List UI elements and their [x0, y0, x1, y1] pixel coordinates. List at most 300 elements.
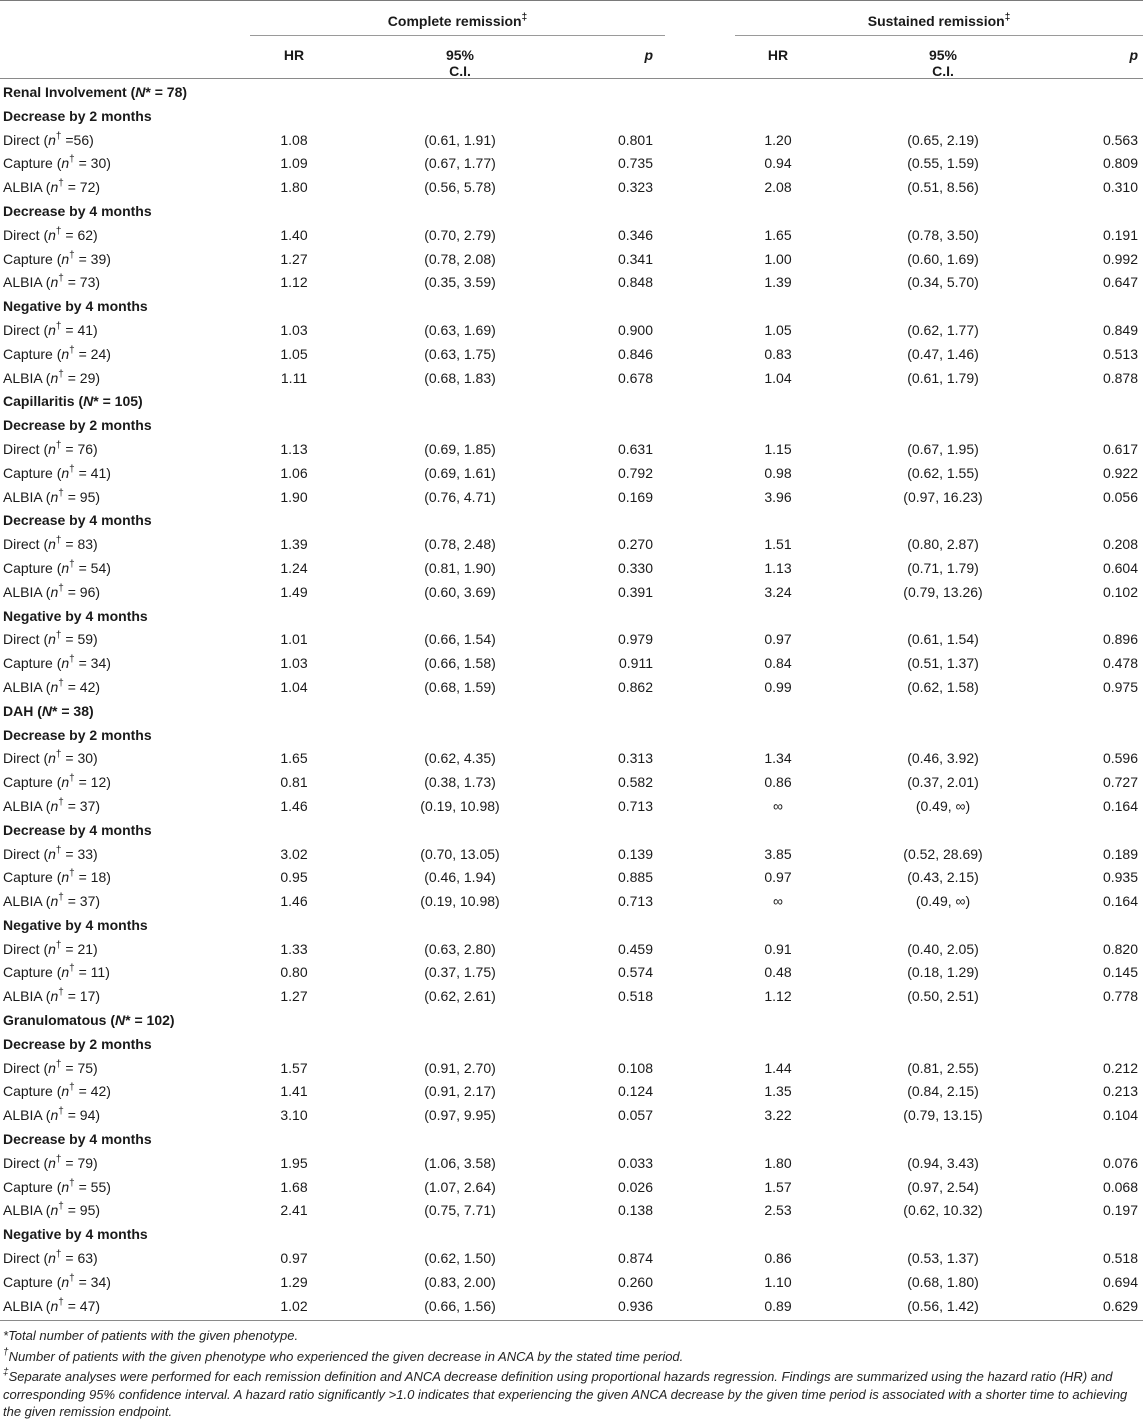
assay-label: Direct ( [3, 940, 49, 957]
assay-label: Direct ( [3, 536, 49, 553]
hr-value-sustained-text: 1.20 [764, 131, 792, 148]
hr-value-complete-text: 1.03 [280, 655, 308, 672]
n-count: = 24) [74, 345, 111, 362]
table-row [0, 486, 1143, 510]
row-label [3, 1060, 98, 1076]
n-symbol: n [48, 940, 56, 957]
n-mark: † [69, 1082, 75, 1094]
n-count: = 55) [74, 1178, 111, 1195]
hr-value-complete-text: 1.08 [280, 131, 308, 148]
n-symbol: n [50, 1107, 59, 1124]
p-value-sustained: 0.518 [1102, 1250, 1138, 1267]
table-row [0, 866, 1143, 890]
ci-value-complete-text: (0.35, 3.59) [424, 274, 496, 291]
table-row [0, 985, 1143, 1009]
p-value-sustained: 0.849 [1102, 321, 1138, 338]
subgroup-row [0, 605, 1143, 629]
n-symbol: n [61, 1273, 70, 1290]
ci-value-complete-text: (0.81, 1.90) [424, 559, 496, 576]
hr-value-sustained-text: 1.39 [764, 274, 792, 291]
table-row [0, 176, 1143, 200]
n-count: = 63) [61, 1250, 98, 1267]
assay-label: ALBIA ( [3, 893, 51, 910]
ci-value-sustained-text: (0.67, 1.95) [907, 440, 979, 457]
row-label [3, 846, 98, 862]
hr-value-sustained-text: 2.53 [764, 1202, 792, 1219]
p-value-complete: 0.341 [617, 250, 653, 267]
table-body [0, 79, 1143, 1318]
n-mark: † [69, 249, 75, 261]
table-row [0, 1057, 1143, 1081]
n-symbol: n [61, 464, 70, 481]
subgroup-label: Decrease by 2 months [3, 107, 152, 124]
n-symbol: n [50, 678, 59, 695]
table-row [0, 938, 1143, 962]
table-row [0, 533, 1143, 557]
assay-label: Capture ( [3, 655, 62, 672]
p-value-sustained: 0.563 [1102, 131, 1138, 148]
section-label [3, 84, 187, 100]
hr-value-sustained-text: 1.34 [764, 750, 792, 767]
n-mark: † [55, 225, 62, 237]
n-count: = 39) [74, 250, 111, 267]
ci-value-complete-text: (0.91, 2.17) [424, 1083, 496, 1100]
p-value-complete: 0.346 [617, 226, 653, 243]
hr-value-sustained-text: 0.84 [764, 655, 792, 672]
ci-value-sustained-text: (0.60, 1.69) [907, 250, 979, 267]
N-symbol: N [115, 1012, 126, 1029]
row-label [3, 679, 100, 695]
N-mark: * [145, 84, 151, 100]
n-count: =56) [61, 131, 94, 148]
table-row [0, 129, 1143, 153]
subgroup-row [0, 105, 1143, 129]
section-row [0, 1009, 1143, 1033]
N-symbol: N [41, 702, 53, 719]
n-mark: † [55, 844, 62, 856]
n-symbol: n [50, 893, 59, 910]
section-count: = 38) [57, 702, 94, 719]
n-symbol: n [61, 964, 70, 981]
ci-value-sustained-text: (0.34, 5.70) [907, 274, 979, 291]
p-value-sustained: 0.213 [1102, 1083, 1138, 1100]
row-label [3, 655, 111, 671]
p-value-sustained: 0.189 [1102, 845, 1138, 862]
ci-value-sustained-text: (0.52, 28.69) [903, 845, 983, 862]
row-label [3, 155, 111, 171]
ci-value-sustained-text: (0.78, 3.50) [907, 226, 979, 243]
n-count: = 21) [61, 940, 98, 957]
section-title: Renal Involvement ( [3, 84, 136, 100]
row-label [3, 132, 94, 148]
complete-remission-group [250, 1, 665, 36]
p-value-complete: 0.801 [617, 131, 653, 148]
ci-value-sustained-text: (0.94, 3.43) [907, 1154, 979, 1171]
p-value-complete: 0.911 [619, 655, 653, 672]
n-mark: † [69, 773, 75, 785]
hr-value-sustained-text: 0.86 [764, 1250, 792, 1267]
section-row [0, 390, 1143, 414]
group-header-row [0, 1, 1143, 36]
n-mark: † [69, 1177, 75, 1189]
table-row [0, 1104, 1143, 1128]
row-label [3, 1274, 111, 1290]
assay-label: ALBIA ( [3, 797, 51, 814]
assay-label: Direct ( [3, 631, 49, 648]
n-count: = 75) [61, 1059, 98, 1076]
ci-value-complete-text: (0.70, 13.05) [420, 845, 500, 862]
hr-value-sustained-text: 0.98 [764, 464, 792, 481]
table-row [0, 843, 1143, 867]
p-value-complete: 0.713 [617, 893, 653, 910]
p-value-complete: 0.108 [617, 1059, 653, 1076]
ci-value-complete-text: (0.19, 10.98) [420, 797, 500, 814]
table-row [0, 224, 1143, 248]
row-label [3, 893, 100, 909]
hr-value-sustained-text: 1.51 [764, 536, 792, 553]
n-symbol: n [48, 1154, 56, 1171]
ci-value-complete-text: (0.63, 1.75) [424, 345, 496, 362]
p-value-sustained: 0.513 [1102, 345, 1138, 362]
hr-value-complete-text: 1.80 [280, 179, 308, 196]
N-mark: * [52, 702, 58, 719]
table-row [0, 1295, 1143, 1319]
p-value-sustained: 0.727 [1102, 774, 1138, 791]
p-value-sustained: 0.596 [1102, 750, 1138, 767]
ci-value-sustained-text: (0.49, ∞) [915, 893, 971, 910]
p-value-sustained: 0.647 [1102, 274, 1138, 291]
assay-label: Capture ( [3, 155, 62, 172]
section-row [0, 81, 1143, 105]
subgroup-label: Decrease by 4 months [3, 821, 152, 838]
n-mark: † [58, 1201, 64, 1213]
ci-value-complete-text: (0.78, 2.48) [424, 536, 496, 553]
hr-value-complete-text: 1.04 [280, 678, 308, 695]
subgroup-label: Decrease by 4 months [3, 1131, 152, 1148]
ci-value-complete-text: (0.68, 1.59) [424, 678, 496, 695]
hr-value-sustained-text: 3.85 [764, 845, 792, 862]
n-count: = 95) [63, 1202, 101, 1219]
N-mark: * [93, 393, 99, 410]
p-value-sustained: 0.604 [1102, 559, 1138, 576]
hr-value-sustained-text: 1.57 [764, 1178, 792, 1195]
hr-value-sustained-text: 3.24 [764, 583, 792, 600]
p-value-sustained: 0.878 [1102, 369, 1138, 386]
section-label [3, 393, 143, 409]
hr-value-sustained-text: 3.96 [764, 488, 792, 505]
hr-value-complete-text: 1.41 [280, 1083, 308, 1100]
p-value-complete: 0.574 [617, 964, 653, 981]
n-mark: † [58, 273, 64, 285]
ci-value-complete-text: (0.62, 2.61) [424, 988, 496, 1005]
hr-value-complete-text: 1.27 [280, 988, 308, 1005]
row-label [3, 774, 111, 790]
hr-value-sustained-text: 1.35 [764, 1083, 792, 1100]
n-count: = 83) [61, 536, 98, 553]
hr-value-complete-text: 3.10 [280, 1107, 308, 1124]
n-count: = 73) [63, 274, 101, 291]
table-row [0, 319, 1143, 343]
n-symbol: n [61, 345, 70, 362]
hr-value-complete-text: 1.13 [280, 440, 308, 457]
p-value-complete: 0.139 [617, 845, 653, 862]
ci-value-complete-text: (0.61, 1.91) [424, 131, 496, 148]
n-count: = 12) [74, 774, 111, 791]
hr-value-complete-text: 1.27 [280, 250, 308, 267]
hr-value-complete-text: 1.46 [280, 893, 308, 910]
ci-value-complete-text: (0.69, 1.85) [424, 440, 496, 457]
ci-value-sustained-text: (0.81, 2.55) [907, 1059, 979, 1076]
p-value-complete: 0.582 [617, 774, 653, 791]
assay-label: ALBIA ( [3, 988, 51, 1005]
hr-value-complete-text: 1.46 [280, 797, 308, 814]
p-value-sustained: 0.778 [1102, 988, 1138, 1005]
assay-label: Direct ( [3, 321, 49, 338]
n-count: = 34) [74, 655, 111, 672]
ci-value-sustained-text: (0.40, 2.05) [907, 940, 979, 957]
ci-value-complete-text: (0.75, 7.71) [424, 1202, 496, 1219]
hr-value-sustained-text: 0.97 [764, 631, 792, 648]
complete-remission-heading: Complete remission‡ [387, 12, 528, 29]
n-mark: † [55, 320, 62, 332]
p-value-complete: 0.885 [617, 869, 653, 886]
table-row [0, 1176, 1143, 1200]
subgroup-label: Negative by 4 months [3, 916, 148, 933]
row-label [3, 869, 111, 885]
ci-value-complete-text: (1.06, 3.58) [424, 1154, 496, 1171]
n-mark: † [58, 892, 64, 904]
p-value-complete: 0.169 [617, 488, 653, 505]
p-value-complete: 0.330 [617, 559, 653, 576]
n-mark: † [55, 130, 62, 142]
ci-value-sustained-text: (0.18, 1.29) [907, 964, 979, 981]
n-mark: † [69, 1272, 75, 1284]
p-value-complete: 0.846 [617, 345, 653, 362]
ci-value-complete-text: (0.66, 1.58) [424, 655, 496, 672]
row-label [3, 750, 98, 766]
ci-value-complete-text: (0.76, 4.71) [424, 488, 496, 505]
subgroup-row [0, 819, 1143, 843]
ci-value-sustained-text: (0.71, 1.79) [907, 559, 979, 576]
row-label [3, 1155, 98, 1171]
N-mark: * [125, 1012, 131, 1029]
assay-label: ALBIA ( [3, 179, 51, 196]
p-value-complete: 0.792 [617, 464, 653, 481]
ci-value-sustained-text: (0.43, 2.15) [907, 869, 979, 886]
assay-label: Direct ( [3, 750, 49, 767]
hr-value-complete-text: 1.68 [280, 1178, 308, 1195]
p-value-complete: 0.848 [617, 274, 653, 291]
n-count: = 34) [74, 1273, 111, 1290]
hr-value-sustained-text: 1.05 [764, 321, 792, 338]
p-value-complete: 0.270 [617, 536, 653, 553]
p-value-sustained: 0.076 [1102, 1154, 1138, 1171]
subgroup-label: Decrease by 4 months [3, 512, 152, 529]
p-value-complete: 0.260 [617, 1273, 653, 1290]
row-label [3, 441, 98, 457]
p-value-sustained: 0.629 [1102, 1297, 1138, 1314]
hr-value-complete-text: 0.95 [280, 869, 308, 886]
n-count: = 76) [61, 440, 98, 457]
hr-value-complete-text: 1.02 [280, 1297, 308, 1314]
p-value-sustained: 0.820 [1102, 940, 1138, 957]
table-row [0, 1080, 1143, 1104]
hr-value-sustained-text: 3.22 [764, 1107, 792, 1124]
assay-label: Capture ( [3, 250, 62, 267]
hr-value-complete-text: 1.49 [280, 583, 308, 600]
n-count: = 42) [74, 1083, 111, 1100]
ci-value-sustained-text: (0.53, 1.37) [907, 1250, 979, 1267]
hr-value-complete-text: 1.11 [280, 369, 308, 386]
p-value-complete: 0.862 [617, 678, 653, 695]
N-symbol: N [83, 393, 94, 410]
assay-label: Capture ( [3, 869, 62, 886]
n-count: = 72) [63, 179, 101, 196]
hr-value-sustained-text: ∞ [773, 797, 783, 814]
n-mark: † [69, 558, 75, 570]
n-mark: † [58, 1106, 64, 1118]
hr-value-sustained-text: 0.89 [764, 1297, 792, 1314]
p-value-complete: 0.138 [617, 1202, 653, 1219]
ci-value-sustained-text: (0.61, 1.54) [907, 631, 979, 648]
hr-value-sustained-text: 0.91 [764, 940, 792, 957]
table-row [0, 1152, 1143, 1176]
assay-label: Capture ( [3, 1178, 62, 1195]
n-mark: † [55, 630, 62, 642]
ci-value-sustained-text: (0.68, 1.80) [907, 1273, 979, 1290]
ci-value-complete-text: (0.62, 4.35) [424, 750, 496, 767]
p-value-sustained: 0.809 [1102, 155, 1138, 172]
p-value-complete: 0.026 [617, 1178, 653, 1195]
table-row [0, 628, 1143, 652]
n-count: = 17) [63, 988, 101, 1005]
p-value-sustained: 0.310 [1102, 179, 1138, 196]
hr-value-sustained-text: 2.08 [764, 179, 792, 196]
table-row [0, 248, 1143, 272]
row-label [3, 465, 111, 481]
footnote: †Number of patients with the given phenotype who experienced the given decrease in ANCA by the stated time period. [3, 1346, 684, 1364]
n-symbol: n [50, 583, 59, 600]
footnotes [0, 1321, 1143, 1421]
footnote: ‡Separate analyses were performed for each remission definition and ANCA decrease definition using proportional hazards regression. Findings are summarized using the hazard ratio (HR) and corresponding 95% confidence interval. A hazard ratio significantly >1.0 indicates that experiencing the given ANCA decrease by the given time period is associated with a shorter time to achieving the given remission endpoint. [3, 1367, 1128, 1420]
hr-value-complete-text: 1.95 [280, 1154, 308, 1171]
p-value-complete: 0.033 [617, 1154, 653, 1171]
row-label [3, 964, 110, 980]
ci-value-complete-text: (0.78, 2.08) [424, 250, 496, 267]
p-value-complete: 0.936 [617, 1297, 653, 1314]
assay-label: Direct ( [3, 845, 49, 862]
p-value-complete: 0.313 [617, 750, 653, 767]
section-count: = 105) [98, 393, 143, 410]
n-symbol: n [48, 131, 56, 148]
p-value-complete: 0.979 [617, 631, 653, 648]
hr-value-complete-text: 1.29 [280, 1273, 308, 1290]
ci-value-sustained-text: (0.55, 1.59) [907, 155, 979, 172]
p-value-complete: 0.518 [617, 988, 653, 1005]
hr-value-complete-text: 1.09 [280, 155, 308, 172]
p-value-complete: 0.459 [617, 940, 653, 957]
hr-value-sustained-text: 0.97 [764, 869, 792, 886]
ci-value-complete-text: (0.63, 2.80) [424, 940, 496, 957]
table-row [0, 367, 1143, 391]
N-symbol: N [135, 84, 146, 100]
n-symbol: n [50, 1202, 59, 1219]
p-value-sustained: 0.212 [1102, 1059, 1138, 1076]
ci-value-sustained-text: (0.56, 1.42) [907, 1297, 979, 1314]
p-value-sustained: 0.975 [1102, 678, 1138, 695]
ci-value-complete-text: (0.97, 9.95) [424, 1107, 496, 1124]
n-count: = 30) [74, 155, 111, 172]
hr-value-complete-text: 1.39 [280, 536, 308, 553]
ci-value-complete-text: (0.66, 1.54) [424, 631, 496, 648]
section-row [0, 700, 1143, 724]
n-count: = 62) [61, 226, 98, 243]
table-row [0, 652, 1143, 676]
n-mark: † [69, 344, 75, 356]
section-title: Granulomatous ( [3, 1012, 116, 1029]
p-value-sustained: 0.068 [1102, 1178, 1138, 1195]
row-label [3, 346, 111, 362]
assay-label: ALBIA ( [3, 1107, 51, 1124]
subgroup-row [0, 914, 1143, 938]
n-count: = 41) [74, 464, 111, 481]
n-symbol: n [50, 488, 59, 505]
table-row [0, 581, 1143, 605]
assay-label: Capture ( [3, 559, 62, 576]
ci-value-complete-text: (0.91, 2.70) [424, 1059, 496, 1076]
p-value-sustained: 0.694 [1102, 1273, 1138, 1290]
ci-value-sustained-text: (0.62, 1.77) [907, 321, 979, 338]
n-symbol: n [61, 1178, 70, 1195]
n-count: = 96) [63, 583, 101, 600]
row-label [3, 941, 98, 957]
subgroup-label: Decrease by 2 months [3, 726, 152, 743]
table-row [0, 961, 1143, 985]
sustained-remission-group [735, 1, 1143, 36]
n-mark: † [55, 1249, 62, 1261]
assay-label: Direct ( [3, 226, 49, 243]
n-count: = 29) [63, 369, 101, 386]
ci-value-sustained-text: (0.62, 1.58) [907, 678, 979, 695]
assay-label: ALBIA ( [3, 369, 51, 386]
ci-value-complete-text: (0.62, 1.50) [424, 1250, 496, 1267]
n-mark: † [69, 463, 75, 475]
p-value-sustained: 0.935 [1102, 869, 1138, 886]
n-symbol: n [48, 1059, 56, 1076]
hr-value-sustained-text: 0.48 [764, 964, 792, 981]
sustained-remission-heading: Sustained remission‡ [867, 12, 1011, 29]
row-label [3, 370, 100, 386]
n-mark: † [58, 796, 64, 808]
p-value-complete: 0.124 [617, 1083, 653, 1100]
hr-value-sustained-text: ∞ [773, 893, 783, 910]
p-value-complete: 0.735 [617, 155, 653, 172]
p-value-sustained: 0.164 [1102, 797, 1138, 814]
n-count: = 95) [63, 488, 101, 505]
ci-value-sustained-text: (0.50, 2.51) [907, 988, 979, 1005]
column-header-row: HR 95% C.I. p HR 95% C.I. p [283, 47, 1138, 79]
subgroup-label: Decrease by 2 months [3, 417, 152, 434]
ci-value-sustained-text: (0.97, 16.23) [903, 488, 983, 505]
subgroup-row [0, 1033, 1143, 1057]
ci-value-complete-text: (0.19, 10.98) [420, 893, 500, 910]
assay-label: ALBIA ( [3, 1297, 51, 1314]
section-label [3, 1012, 175, 1028]
ci-value-complete-text: (0.46, 1.94) [424, 869, 496, 886]
p-value-complete: 0.713 [617, 797, 653, 814]
n-symbol: n [50, 988, 59, 1005]
p-value-complete: 0.631 [617, 440, 653, 457]
